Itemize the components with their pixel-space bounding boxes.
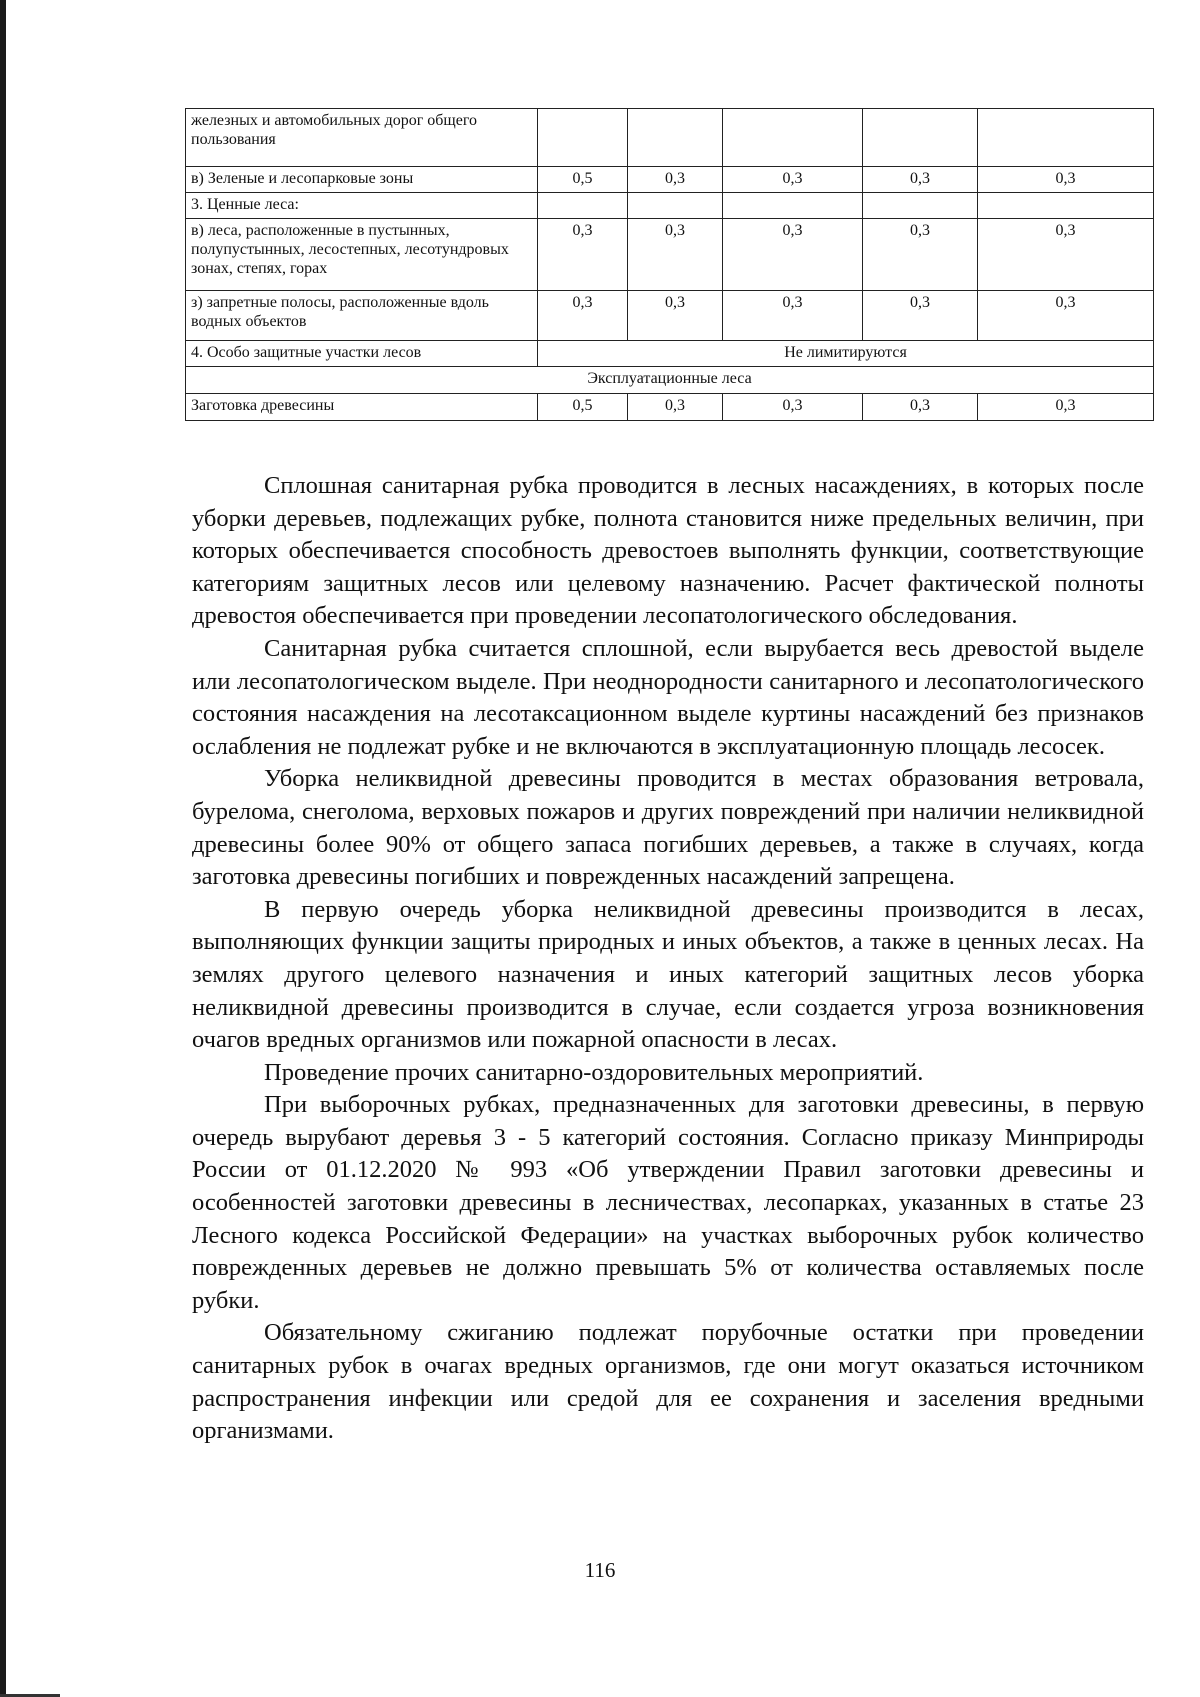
value-cell [978, 193, 1154, 219]
value-cell: 0,3 [628, 394, 723, 421]
paragraph: Санитарная рубка считается сплошной, если вырубается весь древостой выделе или лесопатологическом выделе. При неоднородности санитарного и лесопатологического состояния насаждения на лесотаксационном выделе куртины насаждений без признаков ослабления не подлежат рубке и не включаются в эксплуатационную площадь лесосек. [192, 634, 1144, 760]
value-cell: 0,3 [628, 291, 723, 341]
value-cell: 0,3 [723, 394, 863, 421]
row-label-cell: 4. Особо защитные участки лесов [186, 341, 538, 367]
norms-table [185, 108, 1154, 421]
value-cell: 0,3 [978, 291, 1154, 341]
body-text [192, 470, 1144, 1448]
table-row [186, 167, 1154, 193]
value-cell [628, 109, 723, 167]
value-cell: 0,3 [723, 167, 863, 193]
scan-binding-edge [0, 0, 6, 1697]
value-cell: 0,3 [978, 394, 1154, 421]
value-cell: 0,3 [863, 291, 978, 341]
section-header-cell: Эксплуатационные леса [186, 367, 1154, 394]
value-cell: 0,3 [863, 394, 978, 421]
value-cell [628, 193, 723, 219]
value-cell: 0,3 [538, 291, 628, 341]
paragraph: Проведение прочих санитарно-оздоровительных мероприятий. [264, 1058, 924, 1086]
value-cell: 0,3 [628, 219, 723, 291]
table-row [186, 193, 1154, 219]
row-label-cell: в) Зеленые и лесопарковые зоны [186, 167, 538, 193]
value-cell [538, 193, 628, 219]
paragraph: Уборка неликвидной древесины проводится в местах образования ветровала, бурелома, снеголома, верховых пожаров и других повреждений при наличии неликвидной древесины более 90% от общего запаса погибших деревьев, а также в случаях, когда заготовка древесины погибших и поврежденных насаждений запрещена. [192, 765, 1144, 891]
value-cell [723, 109, 863, 167]
paragraph: При выборочных рубках, предназначенных для заготовки древесины, в первую очередь вырубают деревья 3 - 5 категорий состояния. Согласно приказу Минприроды России от 01.12.2020 № 993 «Об утверждении Правил заготовки древесины и особенностей заготовки древесины в лесничествах, лесопарках, указанных в статье 23 Лесного кодекса Российской Федерации» на участках выборочных рубок количество поврежденных деревьев не должно превышать 5% от количества оставляемых после рубки. [192, 1091, 1144, 1314]
value-cell: 0,3 [978, 167, 1154, 193]
row-label-cell: железных и автомобильных дорог общего пользования [186, 109, 538, 167]
table-row [186, 291, 1154, 341]
row-label-cell: Заготовка древесины [186, 394, 538, 421]
paragraph: Обязательному сжиганию подлежат порубочные остатки при проведении санитарных рубок в очагах вредных организмов, где они могут оказаться источником распространения инфекции или средой для ее сохранения и заселения вредными организмами. [192, 1319, 1144, 1445]
value-cell: 0,3 [863, 219, 978, 291]
value-cell [863, 193, 978, 219]
value-cell: 0,3 [538, 219, 628, 291]
row-label-cell: з) запретные полосы, расположенные вдоль водных объектов [186, 291, 538, 341]
table-row [186, 367, 1154, 394]
table-row [186, 219, 1154, 291]
paragraph: Сплошная санитарная рубка проводится в лесных насаждениях, в которых после уборки деревьев, подлежащих рубке, полнота становится ниже предельных величин, при которых обеспечивается способность древостоев выполнять функции, соответствующие категориям защитных лесов или целевому назначению. Расчет фактической полноты древостоя обеспечивается при проведении лесопатологического обследования. [192, 472, 1144, 630]
page-number: 116 [584, 1558, 616, 1582]
value-cell: 0,3 [723, 219, 863, 291]
value-cell: 0,3 [978, 219, 1154, 291]
table-row [186, 394, 1154, 421]
table-row [186, 109, 1154, 167]
value-cell: 0,5 [538, 394, 628, 421]
row-label-cell: 3. Ценные леса: [186, 193, 538, 219]
row-label-cell: в) леса, расположенные в пустынных, полупустынных, лесостепных, лесотундровых зонах, степях, горах [186, 219, 538, 291]
merged-value-cell: Не лимитируются [538, 341, 1154, 367]
norms-table-body [186, 109, 1154, 421]
value-cell [723, 193, 863, 219]
value-cell: 0,3 [628, 167, 723, 193]
table-row [186, 341, 1154, 367]
value-cell: 0,3 [863, 167, 978, 193]
paragraph: В первую очередь уборка неликвидной древесины производится в лесах, выполняющих функции защиты природных и иных объектов, а также в ценных лесах. На землях другого целевого назначения и иных категорий защитных лесов уборка неликвидной древесины производится в случае, если создается угроза возникновения очагов вредных организмов или пожарной опасности в лесах. [192, 895, 1144, 1054]
value-cell [978, 109, 1154, 167]
value-cell: 0,5 [538, 167, 628, 193]
value-cell [863, 109, 978, 167]
value-cell [538, 109, 628, 167]
value-cell: 0,3 [723, 291, 863, 341]
